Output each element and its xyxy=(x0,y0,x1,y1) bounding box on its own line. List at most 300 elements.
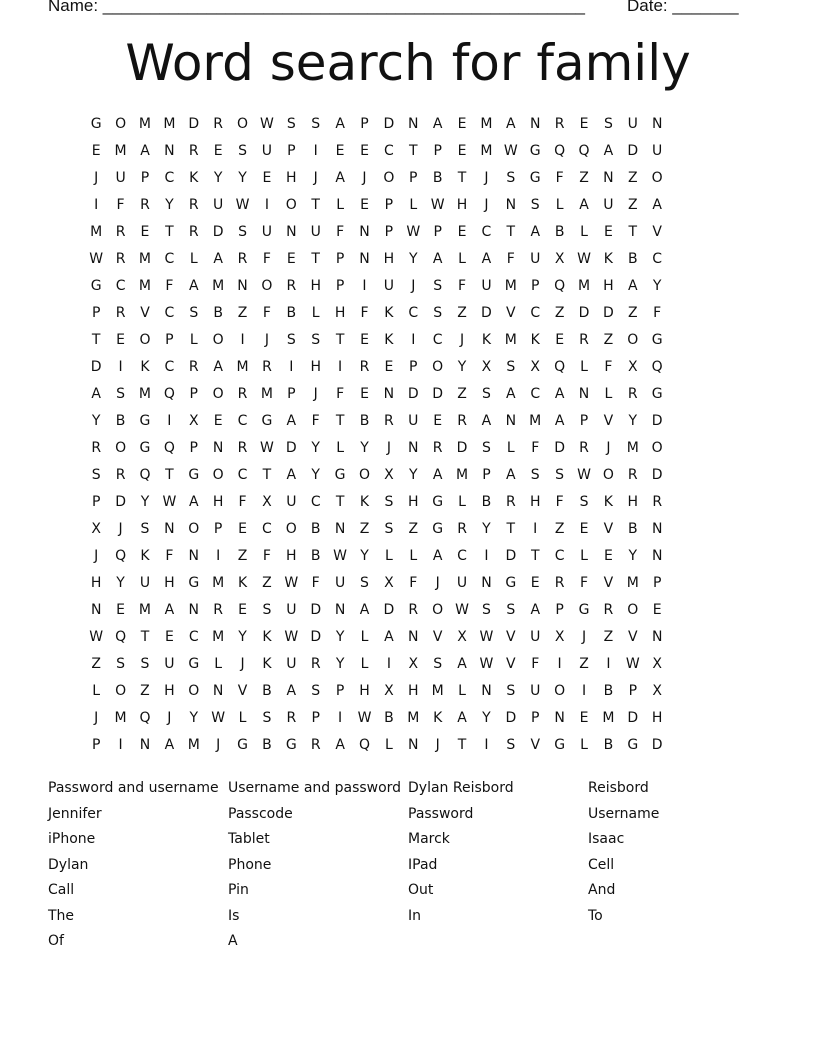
grid-letter: A xyxy=(530,602,541,618)
grid-letter: X xyxy=(91,521,101,537)
grid-letter: C xyxy=(164,251,175,267)
grid-letter: Y xyxy=(360,440,369,456)
grid-letter: Q xyxy=(115,629,127,645)
word-list-item: Phone xyxy=(228,856,272,873)
grid-letter: I xyxy=(338,710,343,726)
grid-letter: P xyxy=(311,710,320,726)
grid-letter: P xyxy=(409,359,418,375)
grid-letter: Y xyxy=(116,575,125,591)
grid-letter: R xyxy=(188,359,199,375)
grid-letter: T xyxy=(335,494,345,510)
grid-letter: C xyxy=(237,467,248,483)
grid-letter: B xyxy=(603,737,614,753)
grid-letter: N xyxy=(408,629,419,645)
grid-letter: O xyxy=(188,521,200,537)
grid-letter: X xyxy=(627,359,638,375)
grid-letter: S xyxy=(506,683,516,699)
grid-letter: X xyxy=(554,629,565,645)
grid-letter: G xyxy=(554,737,566,753)
word-list-item: In xyxy=(408,907,422,924)
grid-letter: F xyxy=(555,494,564,510)
grid-letter: G xyxy=(432,521,444,537)
grid-letter: I xyxy=(484,548,489,564)
grid-letter: E xyxy=(457,143,467,159)
grid-letter: G xyxy=(90,278,102,294)
grid-letter: D xyxy=(212,224,224,240)
grid-letter: S xyxy=(482,386,491,402)
grid-letter: N xyxy=(90,602,102,618)
grid-letter: U xyxy=(652,143,663,159)
grid-letter: N xyxy=(408,440,419,456)
grid-letter: R xyxy=(310,737,321,753)
grid-letter: N xyxy=(481,575,492,591)
grid-letter: S xyxy=(91,467,101,483)
grid-letter: A xyxy=(286,467,297,483)
word-list-item: Jennifer xyxy=(48,805,102,822)
grid-letter: M xyxy=(212,575,225,591)
grid-letter: P xyxy=(433,143,442,159)
grid-letter: M xyxy=(138,116,152,132)
grid-letter: G xyxy=(529,143,541,159)
grid-letter: M xyxy=(187,737,200,753)
grid-letter: A xyxy=(286,683,297,699)
grid-letter: Y xyxy=(311,467,320,483)
grid-letter: P xyxy=(189,440,198,456)
grid-letter: M xyxy=(456,467,469,483)
grid-letter: E xyxy=(457,224,467,240)
grid-letter: C xyxy=(554,548,565,564)
grid-letter: R xyxy=(140,197,150,213)
grid-letter: O xyxy=(432,359,444,375)
grid-letter: N xyxy=(481,683,492,699)
grid-letter: A xyxy=(530,224,541,240)
grid-letter: B xyxy=(627,521,638,537)
grid-letter: Z xyxy=(237,305,248,321)
word-list xyxy=(48,778,768,957)
word-list-item: Username and password xyxy=(228,780,402,796)
grid-letter: L xyxy=(458,251,466,267)
grid-letter: H xyxy=(286,548,297,564)
grid-letter: A xyxy=(554,413,565,429)
grid-letter: Z xyxy=(603,629,614,645)
grid-letter: M xyxy=(236,359,249,375)
grid-letter: H xyxy=(383,251,395,267)
grid-letter: O xyxy=(602,467,614,483)
grid-letter: N xyxy=(188,602,199,618)
grid-letter: M xyxy=(504,332,517,348)
grid-letter: U xyxy=(530,683,541,699)
grid-letter: G xyxy=(285,737,297,753)
grid-letter: N xyxy=(408,116,419,132)
grid-letter: W xyxy=(503,143,518,159)
grid-letter: M xyxy=(626,440,639,456)
grid-letter: D xyxy=(310,629,322,645)
grid-letter: E xyxy=(213,143,223,159)
grid-letter: W xyxy=(430,197,445,213)
grid-letter: K xyxy=(140,548,150,564)
grid-letter: Z xyxy=(554,305,565,321)
grid-letter: S xyxy=(286,332,296,348)
grid-letter: D xyxy=(603,305,614,321)
grid-letter: O xyxy=(139,332,151,348)
word-list-item: Isaac xyxy=(588,831,625,847)
grid-letter: A xyxy=(432,548,443,564)
grid-letter: F xyxy=(555,170,564,186)
grid-letter: W xyxy=(89,251,104,267)
word-list-item: IPad xyxy=(408,856,438,873)
grid-letter: H xyxy=(408,494,419,510)
grid-letter: G xyxy=(188,656,200,672)
grid-letter: A xyxy=(457,656,467,672)
grid-letter: H xyxy=(408,683,419,699)
grid-letter: L xyxy=(384,548,393,564)
grid-letter: N xyxy=(651,548,663,564)
grid-letter: A xyxy=(579,197,589,213)
grid-letter: R xyxy=(505,494,516,510)
grid-letter: P xyxy=(433,224,442,240)
grid-letter: P xyxy=(287,143,296,159)
grid-letter: Q xyxy=(554,143,566,159)
grid-letter: N xyxy=(164,521,175,537)
grid-letter: S xyxy=(311,332,321,348)
grid-letter: R xyxy=(554,575,565,591)
grid-letter: A xyxy=(481,413,492,429)
grid-letter: D xyxy=(505,710,517,726)
grid-letter: A xyxy=(188,494,199,510)
grid-letter: R xyxy=(213,602,224,618)
grid-letter: W xyxy=(333,548,348,564)
grid-letter: J xyxy=(435,737,440,753)
grid-row xyxy=(84,492,732,519)
grid-letter: U xyxy=(530,629,541,645)
grid-letter: E xyxy=(335,143,345,159)
grid-letter: L xyxy=(189,332,198,348)
grid-letter: L xyxy=(555,197,564,213)
grid-letter: R xyxy=(115,305,126,321)
grid-letter: S xyxy=(506,359,516,375)
grid-letter: Z xyxy=(627,197,638,213)
grid-letter: I xyxy=(606,656,611,672)
grid-letter: K xyxy=(384,332,394,348)
grid-letter: H xyxy=(456,197,468,213)
grid-letter: M xyxy=(504,278,517,294)
word-list-item: Cell xyxy=(588,856,615,873)
grid-letter: A xyxy=(554,386,565,402)
grid-letter: S xyxy=(311,116,321,132)
grid-letter: R xyxy=(115,251,126,267)
grid-letter: O xyxy=(651,440,663,456)
grid-letter: F xyxy=(262,305,271,321)
grid-letter: L xyxy=(409,548,418,564)
grid-letter: O xyxy=(285,521,297,537)
grid-letter: S xyxy=(506,737,516,753)
word-list-item: A xyxy=(228,933,238,949)
grid-letter: C xyxy=(188,629,199,645)
grid-letter: D xyxy=(407,386,419,402)
word-list-item: To xyxy=(588,907,603,924)
grid-letter: L xyxy=(604,386,613,402)
grid-letter: Q xyxy=(163,386,175,402)
grid-letter: P xyxy=(213,521,223,537)
grid-letter: N xyxy=(359,224,370,240)
grid-row xyxy=(84,411,732,438)
grid-letter: O xyxy=(261,278,273,294)
grid-letter: G xyxy=(237,737,248,753)
grid-letter: M xyxy=(138,602,152,618)
grid-letter: B xyxy=(359,413,370,429)
grid-letter: U xyxy=(286,494,297,510)
grid-letter: C xyxy=(262,521,272,537)
grid-letter: R xyxy=(408,602,419,618)
grid-letter: R xyxy=(554,116,565,132)
grid-letter: P xyxy=(91,305,101,321)
grid-letter: P xyxy=(482,467,491,483)
grid-letter: L xyxy=(580,224,588,240)
grid-letter: N xyxy=(212,683,224,699)
grid-letter: N xyxy=(188,548,199,564)
grid-letter: W xyxy=(284,629,299,645)
grid-letter: R xyxy=(579,440,589,456)
grid-letter: D xyxy=(90,359,102,375)
grid-letter: Z xyxy=(579,656,589,672)
grid-letter: J xyxy=(240,656,245,672)
grid-letter: D xyxy=(505,548,517,564)
grid-letter: D xyxy=(651,467,663,483)
grid-letter: D xyxy=(651,413,663,429)
grid-letter: N xyxy=(334,602,346,618)
grid-letter: F xyxy=(409,575,418,591)
grid-letter: I xyxy=(338,359,343,375)
grid-letter: S xyxy=(140,656,150,672)
grid-row xyxy=(84,276,732,303)
grid-letter: A xyxy=(164,602,175,618)
grid-letter: H xyxy=(164,575,175,591)
grid-letter: S xyxy=(262,602,272,618)
grid-letter: M xyxy=(529,413,542,429)
grid-letter: C xyxy=(432,332,443,348)
grid-letter: U xyxy=(603,197,614,213)
grid-letter: U xyxy=(213,197,224,213)
grid-letter: D xyxy=(578,305,590,321)
grid-letter: M xyxy=(407,710,420,726)
grid-letter: I xyxy=(362,278,367,294)
grid-letter: F xyxy=(360,305,369,321)
grid-row xyxy=(84,222,732,249)
grid-letter: V xyxy=(506,305,516,321)
grid-letter: O xyxy=(212,332,224,348)
grid-letter: L xyxy=(458,683,466,699)
grid-row xyxy=(84,573,732,600)
grid-letter: N xyxy=(334,521,346,537)
grid-letter: T xyxy=(335,332,345,348)
grid-letter: L xyxy=(311,305,320,321)
grid-row xyxy=(84,438,732,465)
grid-letter: T xyxy=(165,224,174,240)
grid-letter: D xyxy=(310,602,322,618)
grid-letter: O xyxy=(358,467,370,483)
grid-letter: I xyxy=(533,521,538,537)
grid-letter: Y xyxy=(165,197,174,213)
grid-letter: R xyxy=(579,332,589,348)
grid-letter: A xyxy=(213,359,223,375)
grid-letter: R xyxy=(213,116,224,132)
grid-letter: X xyxy=(408,656,419,672)
page-title: Word search for family xyxy=(125,34,691,92)
grid-letter: L xyxy=(238,710,247,726)
grid-letter: Z xyxy=(262,575,272,591)
grid-letter: S xyxy=(286,116,296,132)
grid-letter: X xyxy=(188,413,199,429)
grid-letter: W xyxy=(162,494,177,510)
grid-letter: X xyxy=(384,683,394,699)
grid-letter: W xyxy=(357,710,372,726)
grid-letter: S xyxy=(140,521,150,537)
grid-letter: Q xyxy=(554,359,566,375)
grid-letter: O xyxy=(188,683,200,699)
grid-letter: G xyxy=(578,602,590,618)
grid-letter: W xyxy=(455,602,469,618)
grid-letter: E xyxy=(603,224,613,240)
grid-letter: Z xyxy=(91,656,101,672)
grid-letter: J xyxy=(94,170,99,186)
grid-letter: D xyxy=(432,386,444,402)
grid-letter: Y xyxy=(628,548,638,564)
grid-letter: V xyxy=(603,521,614,537)
grid-row xyxy=(84,330,732,357)
grid-letter: A xyxy=(506,386,516,402)
grid-letter: E xyxy=(579,521,589,537)
grid-letter: E xyxy=(360,386,369,402)
grid-letter: A xyxy=(481,251,492,267)
grid-letter: F xyxy=(262,251,271,267)
grid-letter: W xyxy=(625,656,640,672)
grid-letter: O xyxy=(627,602,639,618)
grid-letter: B xyxy=(481,494,492,510)
grid-letter: Y xyxy=(628,413,638,429)
grid-letter: A xyxy=(603,143,614,159)
grid-letter: F xyxy=(311,575,320,591)
grid-letter: H xyxy=(90,575,102,591)
grid-letter: X xyxy=(652,656,662,672)
grid-letter: O xyxy=(383,170,395,186)
grid-letter: N xyxy=(529,116,541,132)
grid-letter: P xyxy=(531,710,540,726)
grid-letter: N xyxy=(651,116,663,132)
grid-letter: R xyxy=(286,278,297,294)
grid-letter: E xyxy=(530,575,540,591)
grid-letter: V xyxy=(628,629,638,645)
grid-letter: Z xyxy=(627,170,638,186)
grid-letter: E xyxy=(286,251,296,267)
grid-letter: P xyxy=(91,494,101,510)
grid-letter: Y xyxy=(335,629,345,645)
grid-letter: D xyxy=(627,710,639,726)
grid-letter: V xyxy=(530,737,541,753)
grid-letter: Y xyxy=(482,521,491,537)
grid-letter: Z xyxy=(554,521,565,537)
grid-letter: E xyxy=(238,521,247,537)
word-list-item: And xyxy=(588,882,616,898)
grid-letter: K xyxy=(140,359,150,375)
grid-letter: W xyxy=(284,575,299,591)
grid-letter: S xyxy=(530,197,540,213)
grid-row xyxy=(84,249,732,276)
grid-letter: R xyxy=(359,359,370,375)
grid-letter: F xyxy=(336,386,345,402)
grid-letter: R xyxy=(91,440,102,456)
grid-letter: W xyxy=(211,710,226,726)
grid-letter: B xyxy=(627,251,638,267)
grid-letter: M xyxy=(602,710,615,726)
grid-letter: R xyxy=(115,224,126,240)
grid-letter: N xyxy=(603,170,614,186)
grid-letter: N xyxy=(554,710,565,726)
grid-letter: S xyxy=(384,521,394,537)
grid-letter: P xyxy=(555,602,564,618)
grid-letter: Q xyxy=(358,737,370,753)
grid-letter: S xyxy=(116,656,126,672)
grid-letter: Q xyxy=(139,467,151,483)
grid-letter: R xyxy=(310,656,321,672)
grid-letter: F xyxy=(653,305,662,321)
grid-letter: H xyxy=(310,278,321,294)
grid-letter: J xyxy=(581,629,587,645)
grid-letter: E xyxy=(238,602,247,618)
grid-letter: A xyxy=(506,467,516,483)
grid-row xyxy=(84,519,732,546)
grid-letter: E xyxy=(555,332,565,348)
grid-letter: L xyxy=(214,656,223,672)
grid-letter: P xyxy=(384,197,394,213)
grid-letter: S xyxy=(311,683,321,699)
grid-letter: X xyxy=(652,683,662,699)
grid-letter: O xyxy=(651,170,663,186)
grid-letter: P xyxy=(652,575,662,591)
grid-letter: J xyxy=(484,197,489,213)
grid-letter: M xyxy=(480,143,493,159)
grid-letter: Y xyxy=(408,467,418,483)
grid-letter: O xyxy=(115,683,127,699)
grid-letter: R xyxy=(237,386,248,402)
grid-letter: A xyxy=(91,386,101,402)
word-list-item: Marck xyxy=(408,831,450,847)
grid-letter: T xyxy=(457,737,467,753)
grid-letter: K xyxy=(530,332,540,348)
grid-letter: U xyxy=(627,116,638,132)
grid-letter: Y xyxy=(91,413,101,429)
grid-letter: D xyxy=(481,305,492,321)
grid-letter: Z xyxy=(457,305,467,321)
grid-letter: T xyxy=(530,548,540,564)
grid-letter: Y xyxy=(311,440,320,456)
grid-letter: R xyxy=(603,602,614,618)
grid-letter: V xyxy=(140,305,150,321)
grid-letter: S xyxy=(482,440,491,456)
grid-letter: P xyxy=(165,332,174,348)
grid-letter: I xyxy=(484,737,489,753)
grid-letter: M xyxy=(626,575,639,591)
grid-letter: E xyxy=(603,548,613,564)
grid-letter: S xyxy=(530,467,540,483)
grid-letter: Y xyxy=(482,710,491,726)
grid-letter: I xyxy=(386,656,391,672)
grid-letter: N xyxy=(651,629,663,645)
grid-letter: T xyxy=(506,521,516,537)
grid-letter: D xyxy=(456,440,468,456)
grid-letter: I xyxy=(118,737,123,753)
grid-letter: W xyxy=(479,656,494,672)
grid-letter: W xyxy=(406,224,421,240)
